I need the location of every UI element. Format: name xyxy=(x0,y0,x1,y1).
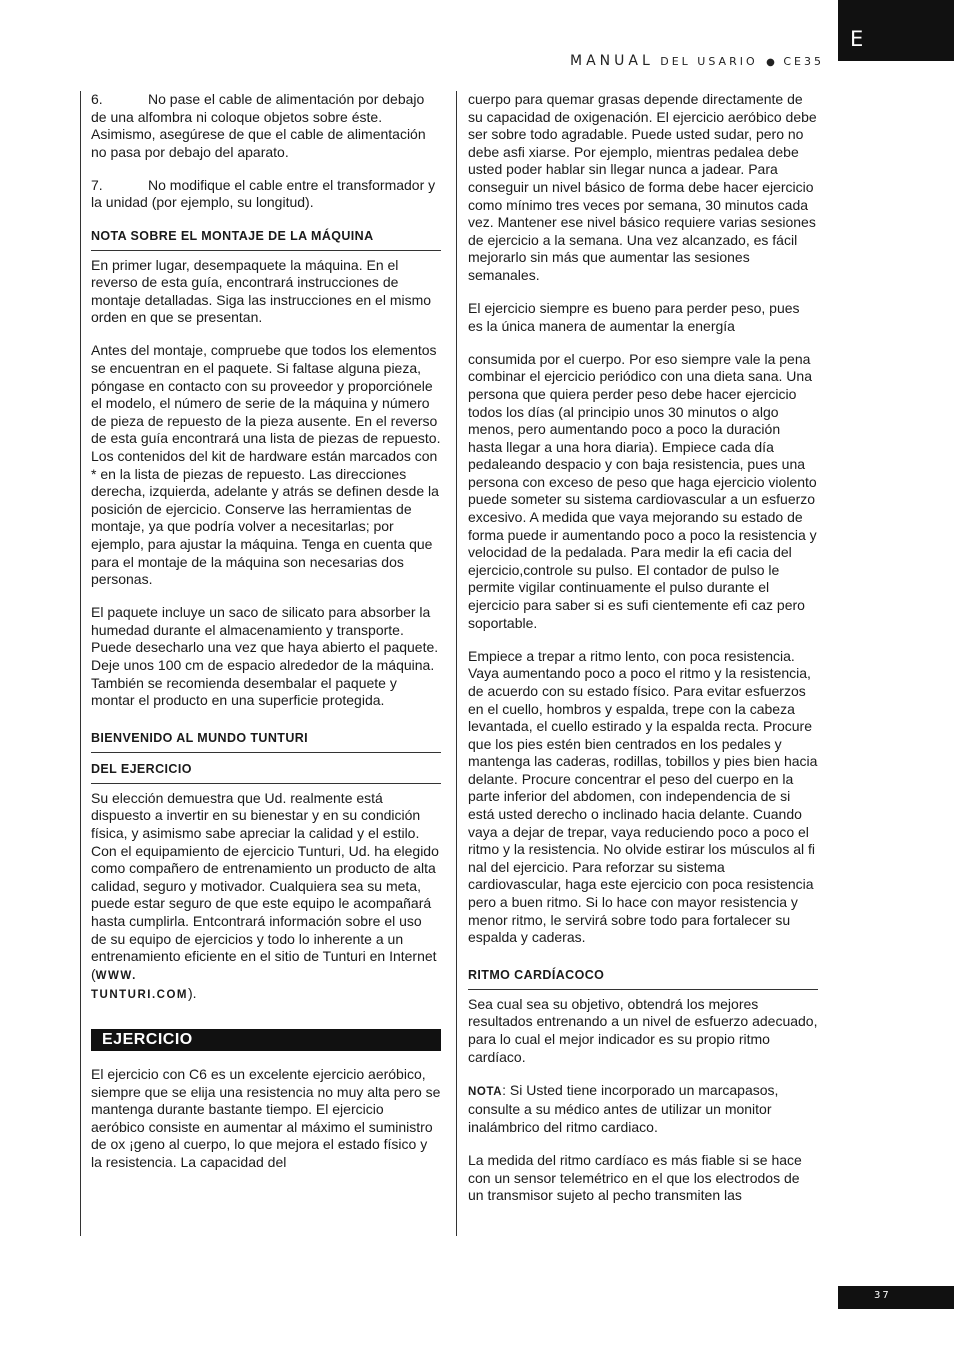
list-item-6 xyxy=(91,91,441,161)
list-text: No pase el cable de alimentación por debajo de una alfombra ni coloque objetos sobre éste. Asimismo, asegúrese de que el cable de alimentación no pasa por debajo del aparato. xyxy=(91,91,426,160)
manual-title: MANUAL xyxy=(570,53,654,69)
paragraph-montaje-2: Antes del montaje, compruebe que todos los elementos se encuentran en el paquete. Si faltase alguna pieza, póngase en contacto con su proveedor y proporciónele el modelo, el número de serie de la máquina y número de pieza de repuesto de la pieza ausente. En el reverso de esta guía encontrará una lista de piezas de repuesto. Los contenidos del kit de hardware están marcados con * en la lista de piezas de repuesto. Las direcciones derecha, izquierda, adelante y atrás se definen desde la posición de ejercicio. Conserve las herramientas de montaje, ya que podría volver a necesitarlas; por ejemplo, para ajustar la máquina. Tenga en cuenta que para el montaje de la máquina son necesarias dos personas. xyxy=(91,342,441,588)
paragraph-peso: El ejercicio siempre es bueno para perder peso, pues es la única manera de aumentar la energía xyxy=(468,300,800,334)
paragraph-bienvenido xyxy=(91,790,441,1005)
list-item-7 xyxy=(91,177,441,212)
column-rule-middle xyxy=(456,91,457,1236)
paragraph-trepar: Empiece a trepar a ritmo lento, con poca resistencia. Vaya aumentando poco a poco el ritmo y la resistencia, de acuerdo con su estado físico. Para evitar esfuerzos en el cuello, hombros y espalda, trepe con la cabeza levantada, el cuello estirado y la espalda recta. Procure que los pies estén bien centrados en los pedales y mantenga las caderas, rodillas, tobillos y pies bien hacia delante. Procure concentrar el peso del cuerpo en la parte inferior del abdomen, con independencia de si está usted derecho o inclinado hacia delante. Cuando vaya a dejar de trepar, vaya reduciendo poco a poco el ritmo y la resistencia. No olvide estirar los músculos al fi nal del ejercicio. Para reforzar su sistema cardiovascular, haga este ejercicio con poca resistencia pero a buen ritmo. Si lo hace con mayor resistencia y menor ritmo, le servirá sobre todo para fortalecer su espalda y caderas. xyxy=(468,647,818,946)
heading-bienvenido-cont: DEL EJERCICIO xyxy=(91,761,441,784)
paragraph-nota xyxy=(468,1082,818,1137)
paragraph-text: Su elección demuestra que Ud. realmente está dispuesto a invertir en su bienestar y en su condición física, y asimismo sabe apreciar la calidad y el estilo. Con el equipamiento de ejercicio Tunturi, Ud. ha elegido como compañero de entrenamiento un producto de alta calidad, seguro y motivador. Cualquiera sea su meta, puede estar seguro de que este equipo le acompañará hasta cumplirla. Entcontrará información sobre el uso de su equipo de ejercicios y todo lo inherente a un entrenamiento eficiente en el sitio de Tunturi en Internet ( xyxy=(91,789,439,982)
heading-bienvenido: BIENVENIDO AL MUNDO TUNTURI xyxy=(91,730,441,753)
paragraph-oxigenacion: cuerpo para quemar grasas depende directamente de su capacidad de oxigenación. El ejercicio aeróbico debe ser sobre todo agradable. Puede usted sudar, pero no debe asfi xiarse. Por ejemplo, mientras pedalea debe usted poder hablar sin llegar nunca a jadear. Para conseguir un nivel básico de forma debe hacer ejercicio como mínimo tres veces por semana, 30 minutos cada vez. Mantener ese nivel básico requiere varias sesiones de ejercicio a la semana. Una vez alcanzado, es fácil mejorarlo sin más que aumentar las sesiones semanales. xyxy=(468,91,817,283)
model-code: CE35 xyxy=(783,55,824,68)
website-link[interactable]: WWW. xyxy=(95,969,137,982)
paragraph-text: ). xyxy=(188,985,197,1002)
paragraph-energia: consumida por el cuerpo. Por eso siempre vale la pena combinar el ejercicio periódico con una dieta sana. Una persona que quiera perder peso debe hacer ejercicio todos los días (al principio unos 30 minutos o algo menos, pero aumentando poco a poco la duración hasta llegar a una hora diaria). Empiece cada día pedaleando despacio y con baja resistencia, pues una persona con exceso de peso que haga ejercicio violento puede someter su sistema cardiovascular a un esfuerzo excesivo. A medida que vaya mejorando su estado de forma puede ir aumentando poco a poco la resistencia y velocidad de la pedalada. Para medir la efi cacia del ejercicio,controle su pulso. El contador de pulso le permite vigilar continuamente el pulso durante el ejercicio para saber si es sufi cientemente efi caz pero soportable. xyxy=(468,350,817,631)
paragraph-montaje-3: El paquete incluye un saco de silicato para absorber la humedad durante el almacenamiento y transporte. Puede desecharlo una vez que haya abierto el paquete. Deje unos 100 cm de espacio alrededor de la máquina. También se recomienda desembalar el paquete y montar el producto en una superficie protegida. xyxy=(91,604,439,709)
left-column xyxy=(91,91,441,1187)
paragraph-medida: La medida del ritmo cardíaco es más fiable si se hace con un sensor telemétrico en el que los electrodos de un transmisor sujeto al pecho transmiten las xyxy=(468,1151,802,1204)
list-number: 7. xyxy=(91,176,103,193)
list-text: No modifique el cable entre el transformador y la unidad (por ejemplo, su longitud). xyxy=(91,176,436,211)
right-column xyxy=(468,91,818,1220)
manual-subtitle: DEL USARIO xyxy=(660,55,758,68)
bullet-separator-icon: ● xyxy=(766,57,775,68)
heading-montaje: NOTA SOBRE EL MONTAJE DE LA MÁQUINA xyxy=(91,228,441,251)
note-label: NOTA xyxy=(468,1085,503,1098)
column-rule-left xyxy=(80,91,81,1236)
running-header xyxy=(570,53,824,69)
heading-ritmo: RITMO CARDÍACOCO xyxy=(468,967,818,990)
paragraph-ritmo: Sea cual sea su objetivo, obtendrá los mejores resultados entrenando a un nivel de esfuerzo adecuado, para lo cual el mejor indicador es su propio ritmo cardíaco. xyxy=(468,995,818,1065)
page-number: 37 xyxy=(838,1286,954,1309)
paragraph-ejercicio: El ejercicio con C6 es un excelente ejercicio aeróbico, siempre que se elija una resistencia no muy alta pero se mantenga durante bastante tiempo. El ejercicio aeróbico consiste en aumentar al máximo el suministro de ox ¡geno al cuerpo, lo que mejora el estado físico y la resistencia. La capacidad del xyxy=(91,1065,441,1170)
note-text: : Si Usted tiene incorporado un marcapasos, consulte a su médico antes de utilizar un monitor inalámbrico del ritmo cardiaco. xyxy=(468,1081,779,1135)
website-link-cont[interactable]: TUNTURI.COM xyxy=(91,989,188,1002)
paragraph-montaje-1: En primer lugar, desempaquete la máquina. En el reverso de esta guía, encontrará instrucciones de montaje detalladas. Siga las instrucciones en el mismo orden en que se presentan. xyxy=(91,256,432,326)
language-tab: E xyxy=(838,0,954,61)
list-number: 6. xyxy=(91,91,103,107)
heading-ejercicio: EJERCICIO xyxy=(91,1029,441,1051)
